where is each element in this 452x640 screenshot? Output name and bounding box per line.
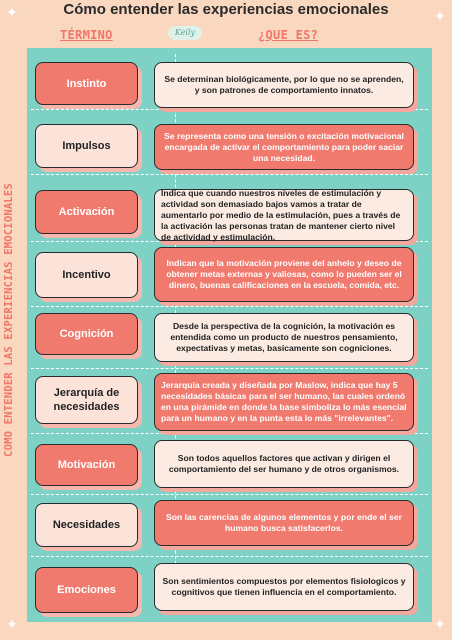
term-impulsos: Impulsos (35, 124, 138, 168)
row-divider (31, 368, 428, 369)
definition-necesidades: Son las carencias de algunos elementos y por ende el ser humano busca satisfacerlos. (154, 500, 414, 546)
sparkle-icon: ✦ (434, 8, 446, 24)
definition-motivacion: Son todos aquellos factores que activan y dirigen el comportamiento del ser humano y de otros organismos. (154, 440, 414, 488)
side-title-text: COMO ENTENDER LAS EXPERIENCIAS EMOCIONALES (3, 183, 15, 457)
term-activacion: Activación (35, 190, 138, 234)
term-jerarquia-de-necesidades: Jerarquía de necesidades (35, 376, 138, 424)
term-instinto: Instinto (35, 62, 138, 105)
term-motivacion: Motivación (35, 444, 138, 486)
term-column-header: TÉRMINO (60, 28, 113, 42)
term-cognicion: Cognición (35, 313, 138, 355)
definition-cognicion: Desde la perspectiva de la cognición, la motivación es entendida como un producto de nuestros pensamiento, expectativas y metas, basicamente son cogniciones. (154, 313, 414, 362)
row-divider (31, 109, 428, 110)
term-necesidades: Necesidades (35, 503, 138, 547)
row-divider (31, 556, 428, 557)
concept-table (27, 48, 432, 622)
vertical-side-title (2, 150, 16, 490)
definition-impulsos: Se representa como una tensión o excitación motivacional encargada de activar el comportamiento para poder saciar una necesidad. (154, 124, 414, 170)
term-emociones: Emociones (35, 567, 138, 613)
author-badge: Keily (168, 26, 202, 40)
definition-instinto: Se determinan biológicamente, por lo que no se aprenden, y son patrones de comportamiento innatos. (154, 62, 414, 108)
definition-emociones: Son sentimientos compuestos por elementos fisiologicos y cognitivos que tienen influencia en el comportamiento. (154, 563, 414, 611)
page-title: Cómo entender las experiencias emocionales (63, 1, 389, 18)
sparkle-icon: ✦ (6, 4, 18, 20)
term-incentivo: Incentivo (35, 252, 138, 298)
definition-jerarquia-de-necesidades: Jerarquía creada y diseñada por Maslow, indica que hay 5 necesidades básicas para el ser humano, las cuales ordenó en una pirámide en donde la base simboliza lo más esencial para un humano y en la punta esta lo más "irrelevantes". (154, 373, 414, 431)
definition-column-header: ¿QUE ES? (258, 28, 319, 42)
row-divider (31, 306, 428, 307)
definition-incentivo: Indican que la motivación proviene del anhelo y deseo de obtener metas externas y valiosas, como lo pueden ser el dinero, buenas calificaciones en la escuela, comida, etc. (154, 247, 414, 302)
row-divider (31, 433, 428, 434)
row-divider (31, 174, 428, 175)
sparkle-icon: ✦ (434, 616, 446, 632)
definition-activacion: Indica que cuando nuestros niveles de estimulación y actividad son demasiado bajos vamos a tratar de aumentarlo por medio de la estimulación, pues a través de la activación las personas tratan de mantener cierto nivel de actividad y estimulación. (154, 189, 414, 241)
sparkle-icon: ✦ (6, 616, 18, 632)
row-divider (31, 494, 428, 495)
